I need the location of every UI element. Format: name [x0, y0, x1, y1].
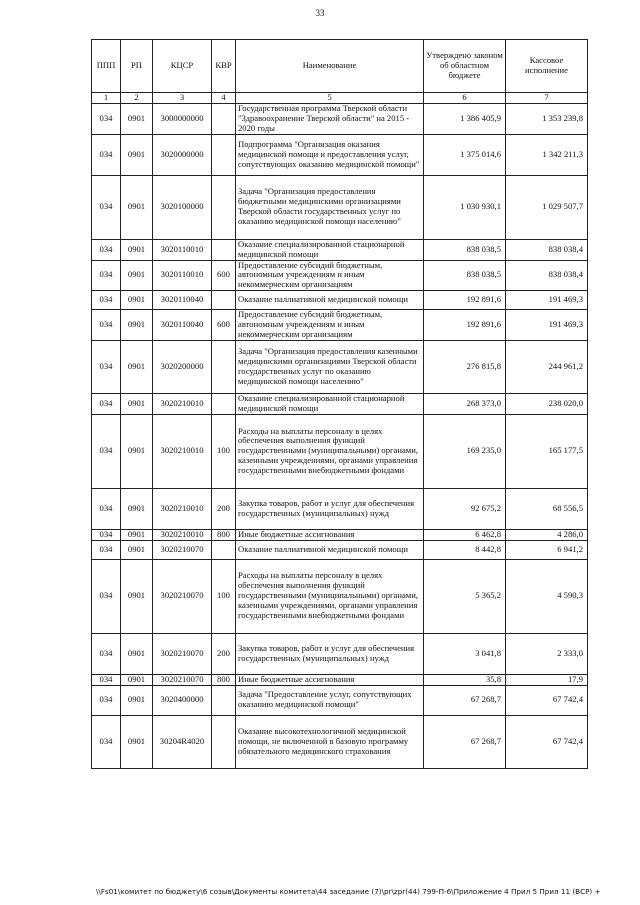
cell-name: Закупка товаров, работ и услуг для обеспечения государственных (муниципальных) нужд [236, 633, 424, 674]
cell-approved: 35,8 [424, 674, 506, 685]
cell-rp: 0901 [121, 559, 153, 633]
cell-executed: 244 961,2 [506, 340, 588, 393]
table-row [92, 685, 588, 715]
cell-kcsr: 3020000000 [153, 134, 212, 175]
cell-approved: 192 891,6 [424, 310, 506, 341]
cell-approved: 268 373,0 [424, 393, 506, 414]
table-row [92, 414, 588, 488]
cell-executed: 191 469,3 [506, 291, 588, 310]
cell-approved: 67 268,7 [424, 685, 506, 715]
header-kcsr: КЦСР [153, 40, 212, 93]
cell-name: Оказание специализированной стационарной медицинской помощи [236, 393, 424, 414]
cell-kvr: 600 [212, 260, 236, 291]
column-number: 7 [506, 93, 588, 104]
cell-executed: 6 941,2 [506, 540, 588, 559]
cell-ppp: 034 [92, 104, 121, 135]
cell-rp: 0901 [121, 674, 153, 685]
cell-executed: 67 742,4 [506, 715, 588, 768]
table-row [92, 488, 588, 529]
column-number: 4 [212, 93, 236, 104]
cell-rp: 0901 [121, 393, 153, 414]
cell-kvr [212, 239, 236, 260]
cell-approved: 192 891,6 [424, 291, 506, 310]
cell-kcsr: 3020210010 [153, 393, 212, 414]
cell-kcsr: 3020100000 [153, 175, 212, 239]
cell-ppp: 034 [92, 291, 121, 310]
cell-kcsr: 30204R4020 [153, 715, 212, 768]
table-row [92, 559, 588, 633]
cell-kvr: 200 [212, 633, 236, 674]
cell-name: Задача "Организация предоставления бюджетными медицинскими организациями Тверской области государственных услуг по оказанию медицинской помощи населению" [236, 175, 424, 239]
cell-ppp: 034 [92, 340, 121, 393]
header-kvr: КВР [212, 40, 236, 93]
cell-approved: 276 815,8 [424, 340, 506, 393]
cell-ppp: 034 [92, 674, 121, 685]
cell-approved: 6 462,8 [424, 529, 506, 540]
cell-kcsr: 3020210070 [153, 674, 212, 685]
cell-kvr: 100 [212, 414, 236, 488]
cell-executed: 4 286,0 [506, 529, 588, 540]
cell-kcsr: 3020110040 [153, 291, 212, 310]
cell-kvr: 200 [212, 488, 236, 529]
column-number: 1 [92, 93, 121, 104]
cell-kvr [212, 393, 236, 414]
cell-kcsr: 3020210070 [153, 540, 212, 559]
cell-rp: 0901 [121, 104, 153, 135]
cell-kvr: 800 [212, 674, 236, 685]
footer-file-path: \\Fs01\комитет по бюджету\6 созыв\Документы комитета\44 заседание (7)\pr\zpr(44) 799-П-6\Приложение 4 Прил 5 Прил 11 (ВСР) + [96, 887, 601, 896]
cell-kvr [212, 104, 236, 135]
column-number: 3 [153, 93, 212, 104]
table-row [92, 674, 588, 685]
header-name: Наименование [236, 40, 424, 93]
cell-kcsr: 3020110040 [153, 310, 212, 341]
table-row [92, 393, 588, 414]
header-executed: Кассовое исполнение [506, 40, 588, 93]
cell-kvr [212, 134, 236, 175]
cell-ppp: 034 [92, 414, 121, 488]
cell-name: Закупка товаров, работ и услуг для обеспечения государственных (муниципальных) нужд [236, 488, 424, 529]
cell-executed: 1 353 239,8 [506, 104, 588, 135]
cell-kcsr: 3020110010 [153, 239, 212, 260]
cell-rp: 0901 [121, 529, 153, 540]
table-row [92, 260, 588, 291]
table-row [92, 540, 588, 559]
cell-name: Подпрограмма "Организация оказания медицинской помощи и предоставления услуг, сопутствующих оказанию медицинской помощи" [236, 134, 424, 175]
cell-approved: 838 038,5 [424, 239, 506, 260]
cell-executed: 165 177,5 [506, 414, 588, 488]
cell-executed: 68 556,5 [506, 488, 588, 529]
header-row [92, 40, 588, 93]
cell-ppp: 034 [92, 633, 121, 674]
column-number: 5 [236, 93, 424, 104]
cell-ppp: 034 [92, 239, 121, 260]
cell-ppp: 034 [92, 260, 121, 291]
cell-approved: 838 038,5 [424, 260, 506, 291]
cell-rp: 0901 [121, 488, 153, 529]
table-row [92, 104, 588, 135]
cell-kvr: 600 [212, 310, 236, 341]
table-row [92, 175, 588, 239]
cell-rp: 0901 [121, 540, 153, 559]
cell-ppp: 034 [92, 715, 121, 768]
cell-kcsr: 3020210070 [153, 559, 212, 633]
budget-table [91, 39, 588, 769]
cell-kvr [212, 685, 236, 715]
cell-name: Задача "Организация предоставления казенными медицинскими организациями Тверской области государственных услуг по оказанию медицинской помощи населению" [236, 340, 424, 393]
cell-rp: 0901 [121, 633, 153, 674]
table-row [92, 715, 588, 768]
cell-kvr [212, 291, 236, 310]
cell-rp: 0901 [121, 414, 153, 488]
cell-executed: 2 333,0 [506, 633, 588, 674]
table-row [92, 633, 588, 674]
cell-name: Оказание специализированной стационарной медицинской помощи [236, 239, 424, 260]
header-ppp: ППП [92, 40, 121, 93]
cell-name: Расходы на выплаты персоналу в целях обеспечения выполнения функций государственными (муниципальными) органами, казенными учреждениями, органами управления государственными внебюджетными фондами [236, 559, 424, 633]
cell-approved: 8 442,8 [424, 540, 506, 559]
cell-name: Иные бюджетные ассигнования [236, 674, 424, 685]
cell-ppp: 034 [92, 488, 121, 529]
cell-name: Задача "Предоставление услуг, сопутствующих оказанию медицинской помощи" [236, 685, 424, 715]
cell-kvr [212, 340, 236, 393]
cell-name: Предоставление субсидий бюджетным, автономным учреждениям и иным некоммерческим организациям [236, 310, 424, 341]
cell-approved: 1 030 930,1 [424, 175, 506, 239]
cell-executed: 1 342 211,3 [506, 134, 588, 175]
table-row [92, 134, 588, 175]
cell-kcsr: 3020210010 [153, 414, 212, 488]
cell-kcsr: 3020210070 [153, 633, 212, 674]
cell-ppp: 034 [92, 559, 121, 633]
cell-kcsr: 3020110010 [153, 260, 212, 291]
cell-rp: 0901 [121, 175, 153, 239]
cell-ppp: 034 [92, 540, 121, 559]
cell-executed: 191 469,3 [506, 310, 588, 341]
cell-kvr [212, 175, 236, 239]
cell-kvr: 100 [212, 559, 236, 633]
cell-ppp: 034 [92, 134, 121, 175]
cell-kcsr: 3020210010 [153, 529, 212, 540]
cell-rp: 0901 [121, 260, 153, 291]
cell-approved: 1 375 014,6 [424, 134, 506, 175]
page-number: 33 [315, 8, 325, 18]
cell-ppp: 034 [92, 529, 121, 540]
cell-kcsr: 3020400000 [153, 685, 212, 715]
cell-executed: 67 742,4 [506, 685, 588, 715]
cell-approved: 92 675,2 [424, 488, 506, 529]
cell-kvr [212, 540, 236, 559]
cell-rp: 0901 [121, 685, 153, 715]
column-number-row [92, 93, 588, 104]
column-number: 2 [121, 93, 153, 104]
cell-executed: 4 590,3 [506, 559, 588, 633]
cell-approved: 5 365,2 [424, 559, 506, 633]
cell-executed: 1 029 507,7 [506, 175, 588, 239]
cell-approved: 169 235,0 [424, 414, 506, 488]
cell-name: Государственная программа Тверской области "Здравоохранение Тверской области" на 2015 - 2020 годы [236, 104, 424, 135]
cell-ppp: 034 [92, 175, 121, 239]
cell-rp: 0901 [121, 715, 153, 768]
cell-executed: 838 038,4 [506, 260, 588, 291]
table-row [92, 291, 588, 310]
cell-name: Расходы на выплаты персоналу в целях обеспечения выполнения функций государственными (муниципальными) органами, казенными учреждениями, органами управления государственными внебюджетными фондами [236, 414, 424, 488]
cell-executed: 17,9 [506, 674, 588, 685]
cell-rp: 0901 [121, 310, 153, 341]
table-row [92, 310, 588, 341]
cell-kcsr: 3000000000 [153, 104, 212, 135]
cell-name: Оказание паллиативной медицинской помощи [236, 291, 424, 310]
table-row [92, 239, 588, 260]
cell-kcsr: 3020200000 [153, 340, 212, 393]
column-number: 6 [424, 93, 506, 104]
cell-name: Оказание высокотехнологичной медицинской помощи, не включенной в базовую программу обязательного медицинского страхования [236, 715, 424, 768]
cell-rp: 0901 [121, 291, 153, 310]
cell-kcsr: 3020210010 [153, 488, 212, 529]
cell-name: Иные бюджетные ассигнования [236, 529, 424, 540]
cell-kvr: 800 [212, 529, 236, 540]
header-rp: РП [121, 40, 153, 93]
cell-name: Предоставление субсидий бюджетным, автономным учреждениям и иным некоммерческим организациям [236, 260, 424, 291]
header-approved: Утверждено законом об областном бюджете [424, 40, 506, 93]
cell-ppp: 034 [92, 310, 121, 341]
cell-approved: 1 386 405,9 [424, 104, 506, 135]
table-body [92, 104, 588, 769]
table-row [92, 529, 588, 540]
cell-rp: 0901 [121, 134, 153, 175]
table-row [92, 340, 588, 393]
cell-name: Оказание паллиативной медицинской помощи [236, 540, 424, 559]
cell-executed: 238 020,0 [506, 393, 588, 414]
cell-rp: 0901 [121, 239, 153, 260]
cell-ppp: 034 [92, 685, 121, 715]
cell-approved: 67 268,7 [424, 715, 506, 768]
cell-executed: 838 038,4 [506, 239, 588, 260]
cell-approved: 3 041,8 [424, 633, 506, 674]
cell-rp: 0901 [121, 340, 153, 393]
cell-kvr [212, 715, 236, 768]
cell-ppp: 034 [92, 393, 121, 414]
